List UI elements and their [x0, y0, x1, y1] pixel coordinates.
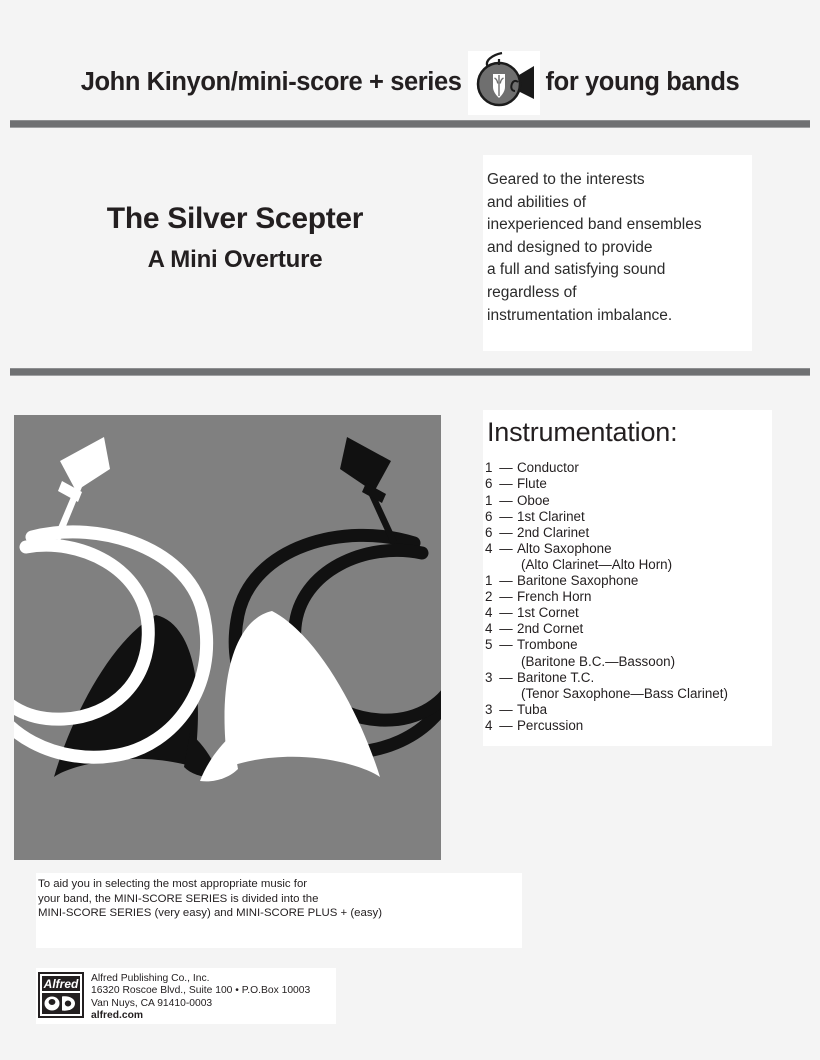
- instrumentation-dash: —: [499, 717, 513, 733]
- instrumentation-row: [485, 637, 772, 653]
- instrumentation-row: [485, 702, 772, 718]
- instrumentation-row: [485, 605, 772, 621]
- header-text-after: for young bands: [545, 68, 740, 97]
- series-aid-note: [36, 873, 522, 948]
- instrumentation-quantity: 1: [485, 573, 493, 589]
- instrumentation-name: Alto Saxophone: [517, 540, 612, 556]
- instrumentation-name: Percussion: [517, 717, 584, 733]
- svg-text:Alfred: Alfred: [43, 977, 79, 991]
- aid-note-line: your band, the MINI-SCORE SERIES is divided into the: [38, 892, 319, 905]
- series-header: [0, 55, 820, 111]
- page-subtitle: A Mini Overture: [147, 245, 323, 273]
- header-text-before: John Kinyon/mini-score + series: [80, 68, 462, 97]
- cover-artwork: [14, 415, 441, 860]
- instrumentation-quantity: 3: [485, 669, 493, 685]
- instrumentation-quantity: 3: [485, 701, 493, 717]
- instrumentation-row: [485, 493, 772, 509]
- instrumentation-quantity: 4: [485, 605, 493, 621]
- description-line: a full and satisfying sound: [487, 261, 666, 279]
- instrumentation-dash: —: [499, 573, 513, 589]
- instrumentation-row: [485, 460, 772, 476]
- publisher-street: 16320 Roscoe Blvd., Suite 100 • P.O.Box 10003: [91, 985, 311, 997]
- description-line: inexperienced band ensembles: [487, 216, 702, 234]
- instrumentation-quantity: 6: [485, 524, 493, 540]
- instrumentation-row: [485, 621, 772, 637]
- instrumentation-dash: —: [499, 621, 513, 637]
- instrumentation-name: Conductor: [517, 460, 579, 476]
- instrumentation-name: 1st Clarinet: [517, 508, 585, 524]
- instrumentation-dash: —: [499, 508, 513, 524]
- publisher-name: Alfred Publishing Co., Inc.: [91, 973, 210, 984]
- publisher-website[interactable]: alfred.com: [91, 1010, 144, 1022]
- instrumentation-row: [485, 525, 772, 541]
- aid-note-line: MINI-SCORE SERIES (very easy) and MINI-SCORE PLUS + (easy): [38, 907, 383, 920]
- instrumentation-name: Baritone Saxophone: [517, 573, 639, 589]
- instrumentation-dash: —: [499, 540, 513, 556]
- instrumentation-dash: —: [499, 460, 513, 476]
- instrumentation-name: Trombone: [517, 637, 578, 653]
- french-horn-icon: [468, 51, 540, 115]
- alfred-logo-icon: [38, 972, 84, 1018]
- instrumentation-dash: —: [499, 476, 513, 492]
- instrumentation-name: Flute: [517, 476, 547, 492]
- instrumentation-panel: [483, 410, 772, 746]
- instrumentation-name: Tuba: [517, 701, 548, 717]
- divider-middle: [10, 368, 810, 376]
- instrumentation-name: French Horn: [517, 589, 592, 605]
- publisher-footer: [36, 968, 336, 1024]
- french-horns-illustration: [14, 415, 441, 860]
- instrumentation-dash: —: [499, 589, 513, 605]
- instrumentation-quantity: 4: [485, 621, 493, 637]
- instrumentation-row: [485, 541, 772, 557]
- instrumentation-quantity: 1: [485, 492, 493, 508]
- instrumentation-name: 2nd Cornet: [517, 621, 584, 637]
- instrumentation-title: Instrumentation:: [487, 417, 678, 447]
- instrumentation-note: (Baritone B.C.—Bassoon): [521, 653, 676, 669]
- instrumentation-row: [485, 670, 772, 686]
- instrumentation-quantity: 5: [485, 637, 493, 653]
- divider-top: [10, 120, 810, 128]
- instrumentation-dash: —: [499, 669, 513, 685]
- instrumentation-list: [485, 460, 772, 734]
- description-line: and designed to provide: [487, 238, 653, 256]
- instrumentation-quantity: 2: [485, 589, 493, 605]
- description-line: Geared to the interests: [487, 171, 645, 188]
- instrumentation-name: 2nd Clarinet: [517, 524, 590, 540]
- instrumentation-dash: —: [499, 492, 513, 508]
- instrumentation-name: 1st Cornet: [517, 605, 579, 621]
- instrumentation-row: [485, 589, 772, 605]
- instrumentation-dash: —: [499, 701, 513, 717]
- publisher-city: Van Nuys, CA 91410-0003: [91, 997, 213, 1009]
- instrumentation-note: (Alto Clarinet—Alto Horn): [521, 556, 673, 572]
- aid-note-line: To aid you in selecting the most appropriate music for: [38, 878, 308, 890]
- instrumentation-row: [485, 509, 772, 525]
- instrumentation-name: Oboe: [517, 492, 550, 508]
- page-title: The Silver Scepter: [106, 202, 364, 235]
- instrumentation-row: [485, 573, 772, 589]
- instrumentation-quantity: 6: [485, 508, 493, 524]
- title-block: [0, 200, 470, 275]
- instrumentation-name: Baritone T.C.: [517, 669, 595, 685]
- instrumentation-row: [485, 476, 772, 492]
- description-line: instrumentation imbalance.: [487, 306, 673, 324]
- instrumentation-dash: —: [499, 637, 513, 653]
- publisher-address: [91, 968, 310, 1023]
- description-panel: [483, 155, 752, 351]
- instrumentation-dash: —: [499, 605, 513, 621]
- instrumentation-quantity: 6: [485, 476, 493, 492]
- instrumentation-dash: —: [499, 524, 513, 540]
- instrumentation-quantity: 4: [485, 717, 493, 733]
- instrumentation-quantity: 1: [485, 460, 493, 476]
- instrumentation-note: (Tenor Saxophone—Bass Clarinet): [521, 685, 728, 701]
- instrumentation-row: [485, 718, 772, 734]
- instrumentation-quantity: 4: [485, 540, 493, 556]
- description-line: regardless of: [487, 283, 577, 301]
- description-line: and abilities of: [487, 193, 587, 211]
